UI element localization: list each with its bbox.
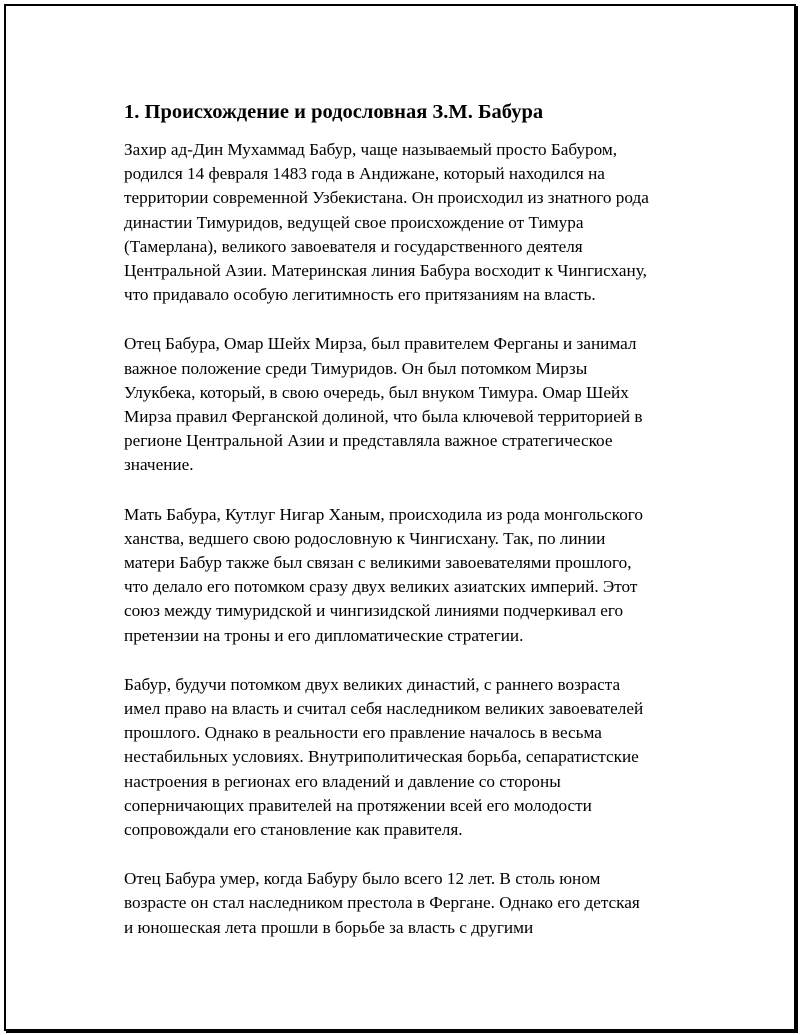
text-line: Отец Бабура, Омар Шейх Мирза, был правителем Ферганы и занимал (124, 334, 637, 354)
paragraph-succession (124, 867, 694, 940)
text-line: регионе Центральной Азии и представляла важное стратегическое (124, 431, 613, 451)
text-line: что делало его потомком сразу двух великих азиатских империй. Этот (124, 577, 638, 597)
text-line: Бабур, будучи потомком двух великих династий, с раннего возраста (124, 674, 621, 694)
text-line: и юношеская лета прошли в борьбе за власть с другими (124, 917, 534, 937)
section-heading: 1. Происхождение и родословная З.М. Бабура (124, 101, 544, 123)
text-line: Мать Бабура, Кутлуг Нигар Ханым, происходила из рода монгольского (124, 504, 644, 524)
text-line: настроения в регионах его владений и давление со стороны (124, 771, 561, 791)
text-line: что придавало особую легитимность его притязаниям на власть. (124, 285, 596, 305)
text-line: Захир ад-Дин Мухаммад Бабур, чаще называемый просто Бабуром, (124, 140, 618, 159)
document-content (124, 98, 694, 965)
text-line: Улукбека, который, в свою очередь, был внуком Тимура. Омар Шейх (124, 382, 629, 402)
text-line: Центральной Азии. Материнская линия Бабура восходит к Чингисхану, (124, 261, 647, 281)
text-line: имел право на власть и считал себя наследником великих завоевателей (124, 699, 644, 719)
paragraph-father (124, 332, 694, 477)
paragraph-heritage (124, 673, 694, 842)
text-line: претензии на троны и его дипломатические стратегии. (124, 625, 524, 645)
text-line: Мирза правил Ферганской долиной, что была ключевой территорией в (124, 407, 643, 427)
text-line: территории современной Узбекистана. Он происходил из знатного рода (124, 188, 649, 208)
paragraph-origin (124, 138, 694, 307)
text-line: ханства, ведшего свою родословную к Чингисхану. Так, по линии (124, 528, 606, 548)
text-line: сопровождали его становление как правителя. (124, 820, 463, 840)
text-line: важное положение среди Тимуридов. Он был потомком Мирзы (124, 358, 588, 378)
document-page (4, 4, 796, 1031)
text-line: матери Бабур также был связан с великими завоевателями прошлого, (124, 553, 632, 573)
text-line: прошлого. Однако в реальности его правление началось в весьма (124, 723, 602, 743)
text-line: династии Тимуридов, ведущей свое происхождение от Тимура (124, 212, 584, 232)
text-line: (Тамерлана), великого завоевателя и государственного деятеля (124, 236, 583, 256)
text-line: возрасте он стал наследником престола в Фергане. Однако его детская (124, 893, 640, 913)
text-line: нестабильных условиях. Внутриполитическая борьба, сепаратистские (124, 747, 639, 767)
text-line: Отец Бабура умер, когда Бабуру было всего 12 лет. В столь юном (124, 869, 601, 889)
text-line: родился 14 февраля 1483 года в Андижане, который находился на (124, 164, 605, 184)
text-line: союз между тимуридской и чингизидской линиями подчеркивал его (124, 601, 624, 621)
text-line: значение. (124, 455, 194, 475)
text-line: соперничающих правителей на протяжении всей его молодости (124, 795, 592, 815)
paragraph-mother (124, 503, 694, 648)
